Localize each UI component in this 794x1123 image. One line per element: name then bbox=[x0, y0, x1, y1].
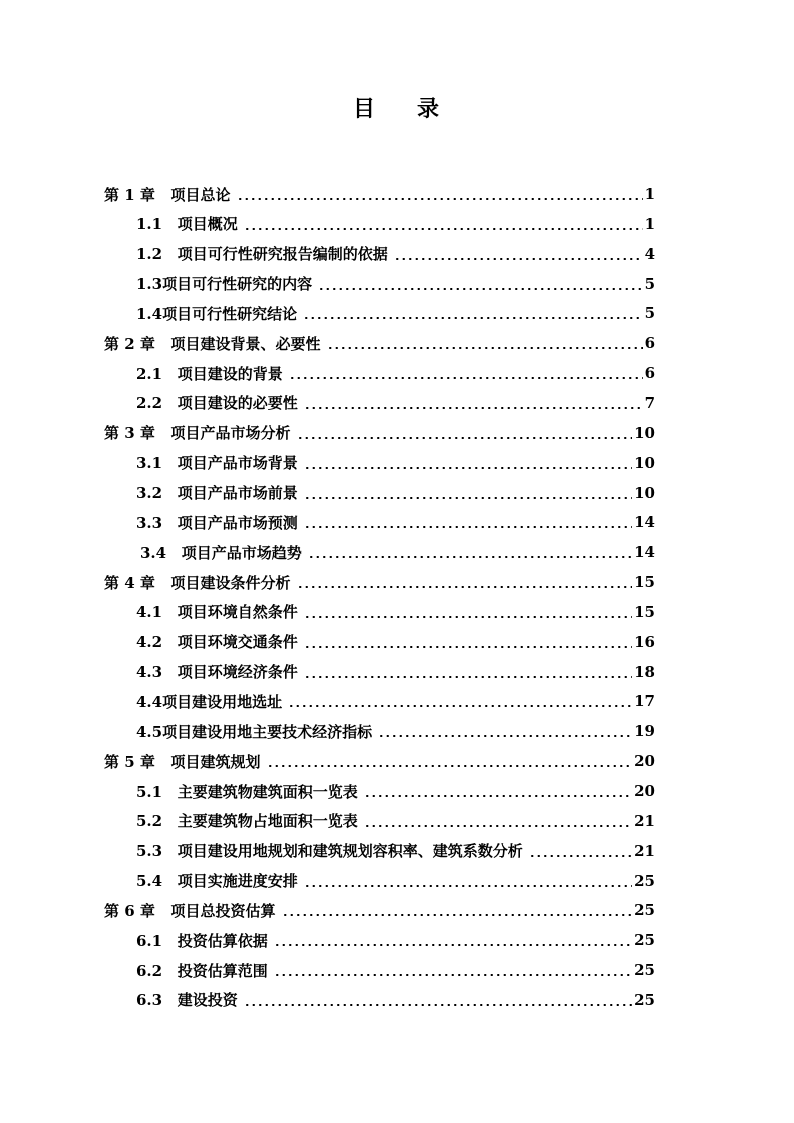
toc-dot-leader bbox=[364, 825, 632, 827]
toc-page-number: 4 bbox=[644, 244, 655, 263]
toc-entry-label: 第 4 章 项目建设条件分析 bbox=[104, 573, 291, 592]
title-right-char: 录 bbox=[417, 96, 442, 122]
toc-page-number: 7 bbox=[644, 393, 655, 412]
toc-page-number: 15 bbox=[634, 573, 655, 592]
toc-dot-leader bbox=[304, 407, 643, 409]
toc-entry-label: 2.2 项目建设的必要性 bbox=[136, 394, 298, 413]
toc-entry-label: 第 3 章 项目产品市场分析 bbox=[104, 424, 291, 443]
toc-page-number: 6 bbox=[644, 334, 655, 353]
toc-entry-label: 1.3项目可行性研究的内容 bbox=[136, 275, 313, 294]
toc-dot-leader bbox=[274, 944, 632, 946]
toc-entry-label: 1.4项目可行性研究结论 bbox=[136, 304, 298, 323]
toc-page-number: 15 bbox=[634, 602, 655, 621]
toc-dot-leader bbox=[364, 795, 632, 797]
toc-entry-label: 3.3 项目产品市场预测 bbox=[136, 513, 298, 532]
toc-page-number: 25 bbox=[634, 961, 655, 980]
toc-page-number: 10 bbox=[634, 453, 655, 472]
toc-section-entry[interactable] bbox=[136, 269, 655, 299]
toc-section-entry[interactable] bbox=[136, 985, 655, 1015]
toc-dot-leader bbox=[289, 377, 643, 379]
toc-entry-label: 4.5项目建设用地主要技术经济指标 bbox=[136, 722, 373, 741]
toc-entry-label: 6.1 投资估算依据 bbox=[136, 931, 268, 950]
toc-dot-leader bbox=[244, 1004, 632, 1006]
toc-entry-label: 1.1 项目概况 bbox=[136, 215, 238, 234]
toc-entry-label: 4.3 项目环境经济条件 bbox=[136, 663, 298, 682]
toc-page-number: 25 bbox=[634, 931, 655, 950]
toc-section-entry[interactable] bbox=[136, 448, 655, 478]
toc-section-entry[interactable] bbox=[136, 358, 655, 388]
toc-section-entry[interactable] bbox=[140, 537, 655, 567]
toc-section-entry[interactable] bbox=[136, 925, 655, 955]
toc-chapter-entry[interactable] bbox=[104, 567, 655, 597]
toc-entry-label: 4.1 项目环境自然条件 bbox=[136, 603, 298, 622]
toc-section-entry[interactable] bbox=[136, 388, 655, 418]
title-left-char: 目 bbox=[352, 96, 377, 122]
toc-entry-label: 4.2 项目环境交通条件 bbox=[136, 633, 298, 652]
toc-page-number: 20 bbox=[634, 752, 655, 771]
toc-dot-leader bbox=[304, 646, 632, 648]
toc-page-number: 10 bbox=[634, 483, 655, 502]
toc-dot-leader bbox=[304, 497, 632, 499]
toc-entry-label: 6.2 投资估算范围 bbox=[136, 961, 268, 980]
toc-chapter-entry[interactable] bbox=[104, 746, 655, 776]
toc-entry-label: 4.4项目建设用地选址 bbox=[136, 692, 283, 711]
toc-entry-label: 5.3 项目建设用地规划和建筑规划容积率、建筑系数分析 bbox=[136, 842, 523, 861]
toc-entry-label: 第 6 章 项目总投资估算 bbox=[104, 901, 276, 920]
toc-chapter-entry[interactable] bbox=[104, 895, 655, 925]
toc-section-entry[interactable] bbox=[136, 478, 655, 508]
toc-dot-leader bbox=[274, 974, 632, 976]
toc-entry-label: 3.2 项目产品市场前景 bbox=[136, 484, 298, 502]
toc-section-entry[interactable] bbox=[136, 209, 655, 239]
toc-page-number: 21 bbox=[634, 811, 655, 830]
toc-page-number: 6 bbox=[644, 364, 655, 383]
toc-page-number: 5 bbox=[644, 274, 655, 293]
toc-entry-label: 5.2 主要建筑物占地面积一览表 bbox=[136, 812, 358, 831]
toc-section-entry[interactable] bbox=[136, 657, 655, 687]
toc-dot-leader bbox=[303, 317, 642, 319]
toc-dot-leader bbox=[304, 676, 632, 678]
toc-page-number: 1 bbox=[644, 214, 655, 233]
toc-section-entry[interactable] bbox=[136, 686, 655, 716]
toc-dot-leader bbox=[297, 437, 633, 439]
toc-section-entry[interactable] bbox=[136, 776, 655, 806]
toc-page-number: 25 bbox=[634, 901, 655, 920]
toc-section-entry[interactable] bbox=[136, 806, 655, 836]
toc-chapter-entry[interactable] bbox=[104, 418, 655, 448]
toc-page-number: 21 bbox=[634, 841, 655, 860]
toc-entry-label: 5.4 项目实施进度安排 bbox=[136, 872, 298, 891]
toc-dot-leader bbox=[327, 347, 643, 349]
toc-page-number: 25 bbox=[634, 871, 655, 890]
toc-section-entry[interactable] bbox=[136, 955, 655, 985]
toc-entry-label: 5.1 主要建筑物建筑面积一览表 bbox=[136, 782, 358, 801]
toc-section-entry[interactable] bbox=[136, 597, 655, 627]
toc-entry-label: 第 5 章 项目建筑规划 bbox=[104, 752, 261, 771]
toc-section-entry[interactable] bbox=[136, 836, 655, 866]
toc-section-entry[interactable] bbox=[136, 866, 655, 896]
toc-entry-label: 第 2 章 项目建设背景、必要性 bbox=[104, 334, 321, 353]
toc-dot-leader bbox=[267, 765, 633, 767]
toc-dot-leader bbox=[288, 705, 632, 707]
toc-page-number: 18 bbox=[634, 662, 655, 681]
toc-entry-label: 2.1 项目建设的背景 bbox=[136, 364, 283, 383]
toc-entry-label: 第 1 章 项目总论 bbox=[104, 185, 231, 204]
toc-page-number: 17 bbox=[634, 692, 655, 711]
toc-section-entry[interactable] bbox=[136, 507, 655, 537]
toc-chapter-entry[interactable] bbox=[104, 328, 655, 358]
toc-dot-leader bbox=[394, 258, 643, 260]
toc-section-entry[interactable] bbox=[136, 298, 655, 328]
toc-page-number: 10 bbox=[634, 423, 655, 442]
toc-dot-leader bbox=[304, 885, 632, 887]
toc-dot-leader bbox=[304, 526, 632, 528]
toc-dot-leader bbox=[529, 855, 632, 857]
toc-entry-label: 6.3 建设投资 bbox=[136, 991, 238, 1010]
toc-entry-label: 3.1 项目产品市场背景 bbox=[136, 454, 298, 473]
toc-page-number: 14 bbox=[634, 513, 655, 532]
toc-dot-leader bbox=[297, 586, 633, 588]
toc-section-entry[interactable] bbox=[136, 627, 655, 657]
toc-entry-label: 1.2 项目可行性研究报告编制的依据 bbox=[136, 245, 388, 264]
toc-dot-leader bbox=[304, 467, 632, 469]
toc-section-entry[interactable] bbox=[136, 716, 655, 746]
toc-dot-leader bbox=[318, 288, 642, 290]
toc-page-number: 1 bbox=[644, 185, 655, 203]
toc-page-number: 25 bbox=[634, 990, 655, 1009]
page-title bbox=[0, 92, 794, 123]
toc-entry-label: 3.4 项目产品市场趋势 bbox=[140, 543, 302, 562]
toc-dot-leader bbox=[308, 556, 632, 558]
toc-chapter-entry[interactable] bbox=[104, 179, 655, 209]
toc-section-entry[interactable] bbox=[136, 239, 655, 269]
toc-page-number: 19 bbox=[634, 722, 655, 741]
toc-page-number: 5 bbox=[644, 304, 655, 323]
toc-page-number: 20 bbox=[634, 782, 655, 800]
toc-page-number: 16 bbox=[634, 632, 655, 651]
toc-dot-leader bbox=[378, 735, 632, 737]
toc-dot-leader bbox=[304, 616, 632, 618]
toc-dot-leader bbox=[244, 228, 643, 230]
toc-dot-leader bbox=[237, 198, 643, 200]
toc-page-number: 14 bbox=[634, 543, 655, 562]
toc-dot-leader bbox=[282, 914, 633, 916]
